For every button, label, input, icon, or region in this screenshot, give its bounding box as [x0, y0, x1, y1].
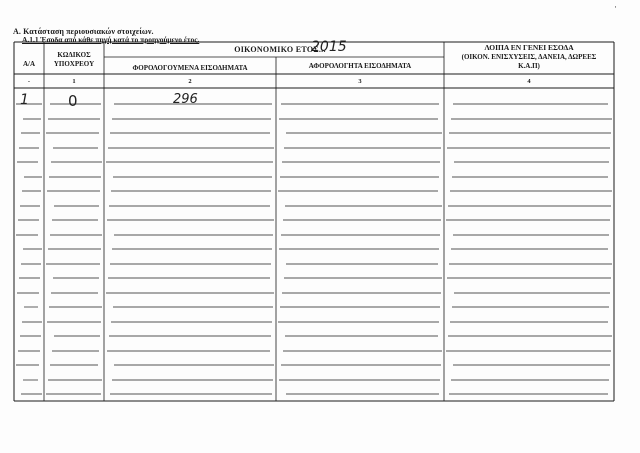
header-other-income-line1: ΛΟΙΠΑ ΕΝ ΓΕΝΕΙ ΕΣΟΔΑ	[484, 43, 574, 52]
colnum-non-taxable: 3	[358, 78, 362, 85]
scan-speck: ·	[614, 2, 617, 12]
header-fiscal-year: ΟΙΚΟΝΟΜΙΚΟ ΕΤΟΣ...	[234, 45, 326, 54]
header-code-line1: ΚΩΔΙΚΟΣ	[57, 51, 91, 59]
header-code-line2: ΥΠΟΧΡΕΟΥ	[53, 60, 95, 68]
handwritten-row1-code: 0	[68, 92, 78, 110]
colnum-code: 1	[72, 78, 76, 85]
header-other-income-line2: (ΟΙΚΟΝ. ΕΝΙΣΧΥΣΕΙΣ, ΔΑΝΕΙΑ, ΔΩΡΕΕΣ	[461, 53, 597, 61]
colnum-taxable: 2	[188, 78, 192, 85]
handwritten-year: 2015	[311, 39, 347, 55]
section-subheading: Α.1.1 Έσοδα από κάθε πηγή κατά το προηγούμενο έτος.	[22, 35, 200, 44]
colnum-other: 4	[527, 78, 531, 85]
colnum-aa: -	[27, 78, 31, 85]
header-other-income-line3: Κ.Α.Π)	[518, 62, 540, 70]
handwritten-row1-taxable: 296	[173, 92, 198, 107]
header-aa: Α/Α	[22, 60, 36, 68]
handwritten-row1-aa: 1	[20, 92, 29, 108]
header-taxable-income: ΦΟΡΟΛΟΓΟΥΜΕΝΑ ΕΙΣΟΔΗΜΑΤΑ	[132, 64, 248, 72]
header-non-taxable-income: ΑΦΟΡΟΛΟΓΗΤΑ ΕΙΣΟΔΗΜΑΤΑ	[308, 62, 412, 70]
section-heading: Α. Κατάσταση περιουσιακών στοιχείων.	[13, 27, 154, 36]
